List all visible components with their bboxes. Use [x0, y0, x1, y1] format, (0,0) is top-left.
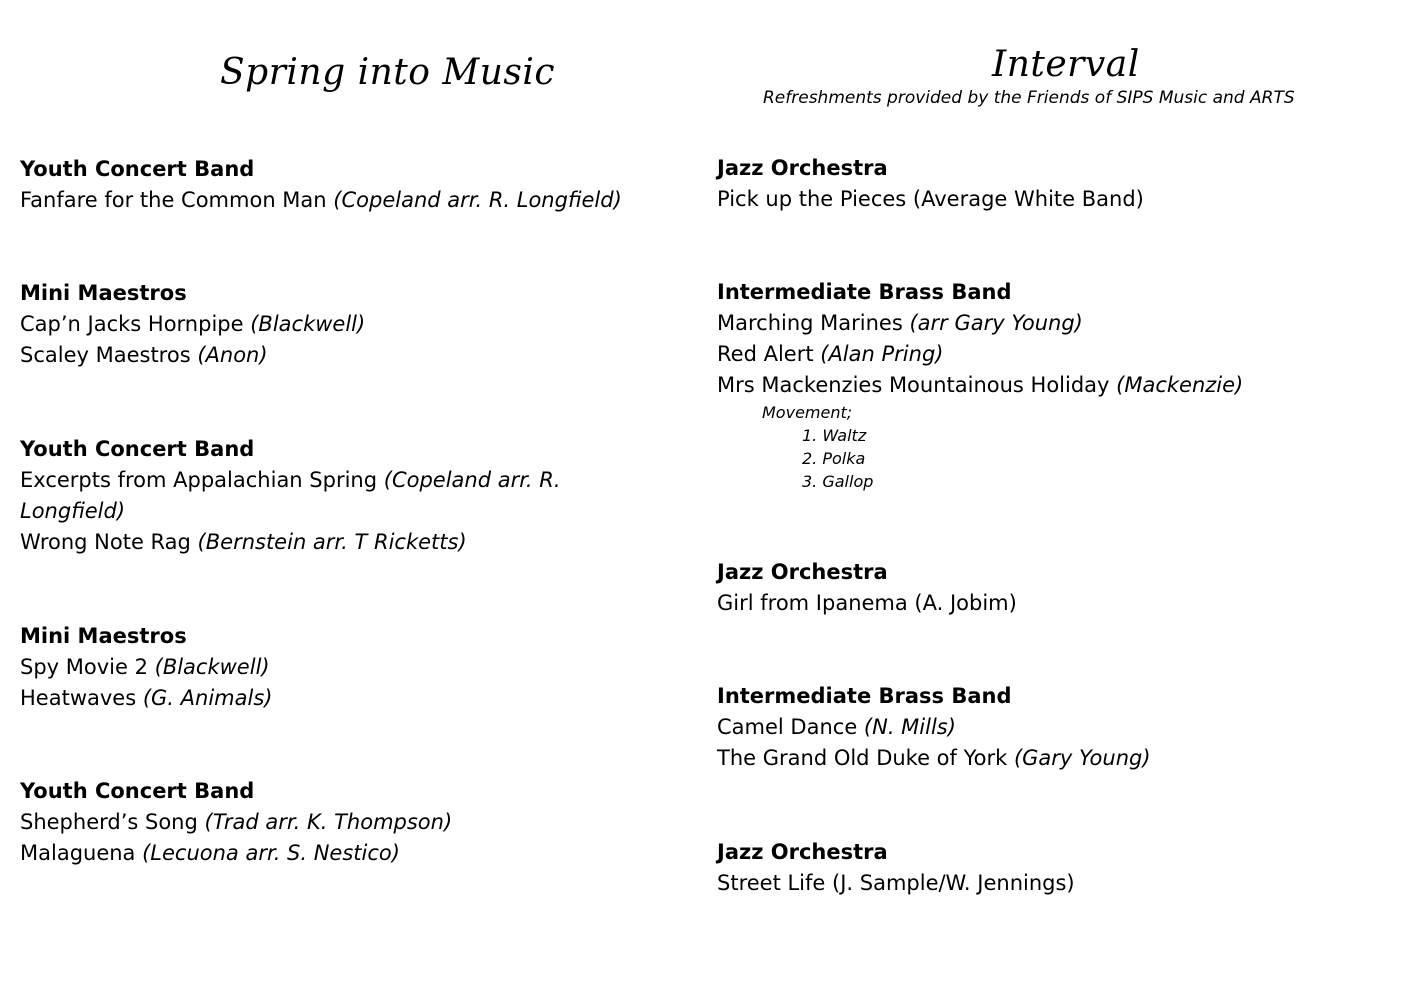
- piece-title: Marching Marines: [717, 311, 910, 335]
- piece-title: Camel Dance: [717, 715, 864, 739]
- piece-credit: (Mackenzie): [1116, 373, 1244, 397]
- piece-line: [717, 184, 1144, 215]
- piece-line: [20, 185, 622, 216]
- piece-title: Mrs Mackenzies Mountainous Holiday: [717, 373, 1117, 397]
- program-section: [717, 557, 1017, 619]
- piece-credit: (G. Animals): [142, 686, 273, 710]
- piece-line: [20, 652, 272, 683]
- piece-line: [20, 683, 272, 714]
- piece-title: Fanfare for the Common Man: [20, 188, 334, 212]
- program-title: Spring into Music: [220, 52, 556, 93]
- interval-subtitle: Refreshments provided by the Friends of SIPS Music and ARTS: [763, 88, 1295, 108]
- program-section: [20, 434, 590, 558]
- piece-title: Excerpts from Appalachian Spring: [20, 468, 384, 492]
- program-section: [20, 621, 272, 714]
- piece-title: Pick up the Pieces (Average White Band): [717, 187, 1144, 211]
- piece-line: [717, 743, 1151, 774]
- piece-line: [20, 807, 452, 838]
- piece-title: Wrong Note Rag: [20, 530, 198, 554]
- ensemble-name: Mini Maestros: [20, 281, 187, 305]
- ensemble-name: Jazz Orchestra: [717, 840, 888, 864]
- ensemble-name: Youth Concert Band: [20, 157, 255, 181]
- piece-credit: (Blackwell): [250, 312, 366, 336]
- ensemble-name: Jazz Orchestra: [717, 560, 888, 584]
- piece-line: [717, 868, 1075, 899]
- program-section: [717, 153, 1144, 215]
- movement-label: Movement;: [762, 403, 853, 422]
- piece-line: [717, 308, 1243, 339]
- ensemble-name: Youth Concert Band: [20, 437, 255, 461]
- program-section: [20, 278, 365, 371]
- piece-credit: (Copeland arr. R. Longfield): [20, 468, 561, 523]
- ensemble-name: Youth Concert Band: [20, 779, 255, 803]
- piece-title: Spy Movie 2: [20, 655, 155, 679]
- piece-credit: (Blackwell): [154, 655, 270, 679]
- program-section: [717, 837, 1075, 899]
- piece-credit: (Trad arr. K. Thompson): [204, 810, 453, 834]
- piece-line: [20, 527, 590, 558]
- piece-line: [20, 838, 452, 869]
- piece-title: Girl from Ipanema (A. Jobim): [717, 591, 1017, 615]
- piece-line: [20, 465, 590, 527]
- piece-credit: (Copeland arr. R. Longfield): [333, 188, 622, 212]
- piece-line: [20, 340, 365, 371]
- piece-credit: (N. Mills): [863, 715, 956, 739]
- piece-title: Street Life (J. Sample/W. Jennings): [717, 871, 1075, 895]
- piece-title: Cap’n Jacks Hornpipe: [20, 312, 251, 336]
- piece-title: Heatwaves: [20, 686, 143, 710]
- piece-credit: (Anon): [197, 343, 268, 367]
- piece-title: Malaguena: [20, 841, 143, 865]
- piece-line: [717, 339, 1243, 370]
- ensemble-name: Intermediate Brass Band: [717, 280, 1012, 304]
- ensemble-name: Jazz Orchestra: [717, 156, 888, 180]
- movement-item: 2. Polka: [802, 449, 866, 468]
- piece-line: [717, 370, 1243, 401]
- movement-item: 3. Gallop: [802, 472, 874, 491]
- program-section: [20, 154, 622, 216]
- movement-item: 1. Waltz: [802, 426, 867, 445]
- interval-title: Interval: [992, 44, 1140, 85]
- piece-title: Red Alert: [717, 342, 821, 366]
- piece-title: The Grand Old Duke of York: [717, 746, 1014, 770]
- piece-credit: (Alan Pring): [820, 342, 944, 366]
- program-section: [717, 277, 1243, 493]
- piece-credit: (Bernstein arr. T Ricketts): [197, 530, 467, 554]
- piece-credit: (arr Gary Young): [909, 311, 1083, 335]
- ensemble-name: Intermediate Brass Band: [717, 684, 1012, 708]
- piece-title: Scaley Maestros: [20, 343, 198, 367]
- piece-line: [717, 588, 1017, 619]
- piece-line: [20, 309, 365, 340]
- ensemble-name: Mini Maestros: [20, 624, 187, 648]
- program-section: [717, 681, 1151, 774]
- piece-credit: (Gary Young): [1013, 746, 1151, 770]
- piece-title: Shepherd’s Song: [20, 810, 205, 834]
- piece-line: [717, 712, 1151, 743]
- piece-credit: (Lecuona arr. S. Nestico): [142, 841, 400, 865]
- program-section: [20, 776, 452, 869]
